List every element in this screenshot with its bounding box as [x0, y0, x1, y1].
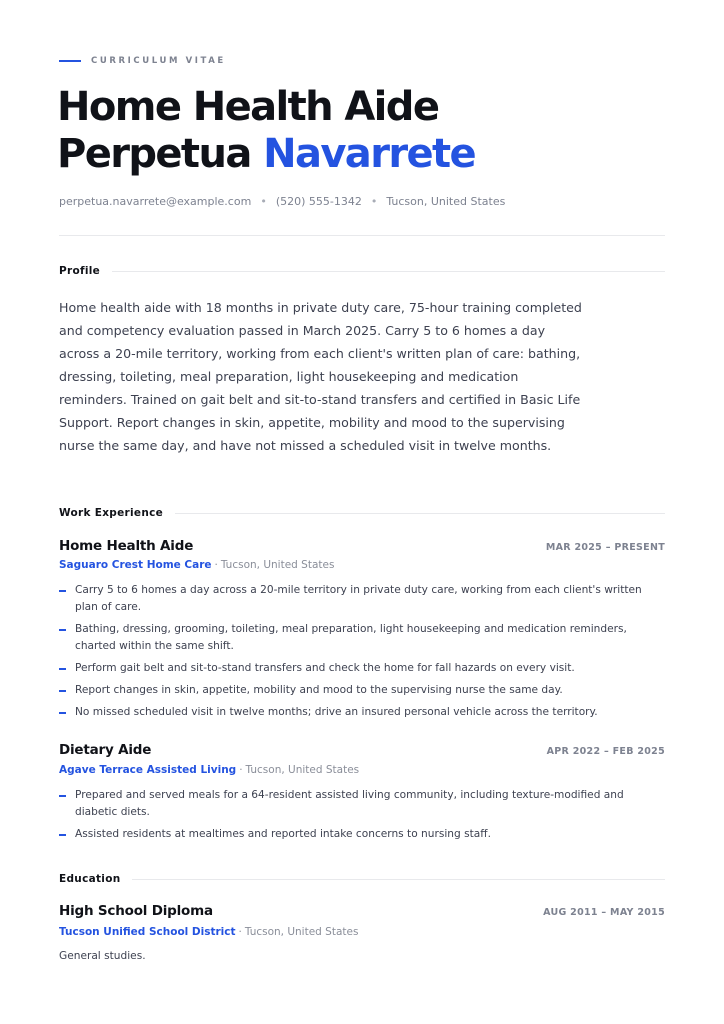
profile-summary: Home health aide with 18 months in private duty care, 75-hour training completed and competency evaluation passed in March 2025. Carry 5 to 6 homes a day across a 20-mile territory, working from each client's written plan of care: bathing, dressing, toileting, meal preparation, light housekeeping and medication reminders. Trained on gait belt and sit-to-stand transfers and certified in Basic Life Support. Report changes in skin, appetite, mobility and mood to the supervising nurse the same day, and have not missed a scheduled visit in twelve months.	[59, 300, 582, 453]
job-dates: APR 2022 – FEB 2025	[546, 746, 665, 757]
dash-bullet-icon	[59, 590, 66, 592]
kicker-rule	[59, 60, 81, 62]
section-heading: Work Experience	[59, 507, 164, 519]
school-name: Tucson Unified School District	[59, 926, 236, 938]
education-dates: AUG 2011 – MAY 2015	[543, 907, 665, 918]
dash-bullet-icon	[59, 834, 66, 836]
list-item: Bathing, dressing, grooming, toileting, meal preparation, light housekeeping and medication reminders, charted within the same shift.	[59, 621, 659, 655]
section-rule	[175, 513, 665, 514]
org-separator: ·	[239, 764, 243, 776]
contact-separator: •	[260, 195, 267, 208]
company-name: Saguaro Crest Home Care	[59, 559, 212, 571]
page-title	[57, 84, 475, 178]
dash-bullet-icon	[59, 629, 66, 631]
job-bullets	[59, 582, 659, 726]
school-location: Tucson, United States	[244, 926, 359, 938]
contact-email[interactable]: perpetua.navarrete@example.com	[59, 195, 252, 208]
job-location: Tucson, United States	[245, 764, 360, 776]
list-item: Prepared and served meals for a 64-resident assisted living community, including texture-modified and diabetic diets.	[59, 787, 659, 821]
dash-bullet-icon	[59, 712, 66, 714]
education-org	[59, 926, 358, 938]
org-separator: ·	[238, 926, 242, 938]
section-heading: Profile	[59, 265, 101, 277]
section-rule	[112, 271, 665, 272]
first-name: Perpetua	[57, 131, 251, 177]
education-note: General studies.	[59, 950, 146, 962]
dash-bullet-icon	[59, 668, 66, 670]
list-item: Report changes in skin, appetite, mobility and mood to the supervising nurse the same day.	[59, 682, 659, 699]
section-rule	[132, 879, 665, 880]
list-item: No missed scheduled visit in twelve months; drive an insured personal vehicle across the territory.	[59, 704, 659, 721]
job-org	[59, 764, 359, 776]
job-bullets	[59, 787, 659, 848]
dash-bullet-icon	[59, 690, 66, 692]
header-divider	[59, 235, 665, 236]
job-title: Home Health Aide	[59, 538, 194, 554]
document-kicker	[59, 56, 226, 66]
job-location: Tucson, United States	[220, 559, 335, 571]
section-education-heading	[59, 873, 665, 885]
degree-title: High School Diploma	[59, 903, 213, 919]
section-profile-heading	[59, 265, 665, 277]
job-org	[59, 559, 334, 571]
contact-phone[interactable]: (520) 555-1342	[275, 195, 362, 208]
section-experience-heading	[59, 507, 665, 519]
kicker-text: CURRICULUM VITAE	[91, 56, 226, 66]
section-heading: Education	[59, 873, 121, 885]
job-dates: MAR 2025 – PRESENT	[545, 542, 665, 553]
title-role: Home Health Aide	[57, 84, 439, 130]
company-name: Agave Terrace Assisted Living	[59, 764, 237, 776]
list-item: Assisted residents at mealtimes and reported intake concerns to nursing staff.	[59, 826, 659, 843]
contact-location: Tucson, United States	[386, 195, 506, 208]
last-name: Navarrete	[263, 131, 476, 177]
dash-bullet-icon	[59, 795, 66, 797]
job-title: Dietary Aide	[59, 742, 152, 758]
contact-line	[59, 195, 505, 208]
list-item: Carry 5 to 6 homes a day across a 20-mile territory in private duty care, working from each client's written plan of care.	[59, 582, 659, 616]
org-separator: ·	[214, 559, 218, 571]
contact-separator: •	[370, 195, 378, 208]
list-item: Perform gait belt and sit-to-stand transfers and check the home for fall hazards on every visit.	[59, 660, 659, 677]
